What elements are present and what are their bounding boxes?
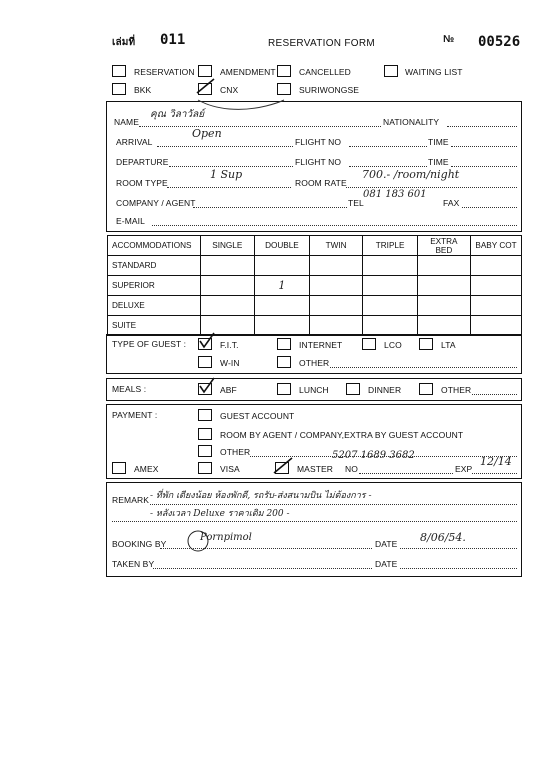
taken-date-label: DATE (375, 559, 398, 569)
room-type-label: ROOM TYPE (116, 178, 168, 188)
lco-checkbox[interactable] (362, 338, 376, 350)
cell[interactable] (417, 296, 470, 316)
reservation-checkbox[interactable] (112, 65, 126, 77)
company-label: COMPANY / AGENT (116, 198, 196, 208)
cell[interactable] (200, 276, 254, 296)
booking-date-label: DATE (375, 539, 398, 549)
meals-other-checkbox[interactable] (419, 383, 433, 395)
departure-flight-line (349, 166, 427, 167)
cnx-label: CNX (220, 85, 239, 95)
nationality-label: NATIONALITY (383, 117, 440, 127)
card-no-label: NO (345, 464, 358, 474)
bkk-label: BKK (134, 85, 152, 95)
room-rate-line (346, 187, 517, 188)
form-number: 00526 (478, 34, 521, 50)
header-extra-bed: EXTRA BED (417, 236, 470, 256)
cell[interactable] (363, 256, 417, 276)
guest-account-label: GUEST ACCOUNT (220, 411, 295, 421)
table-row (108, 316, 522, 336)
remark-line-1 (150, 504, 517, 505)
row-label-deluxe: DELUXE (108, 296, 201, 316)
header-double: DOUBLE (255, 236, 310, 256)
master-label: MASTER (297, 464, 334, 474)
guest-type-other-label: OTHER (299, 358, 330, 368)
exp-label: EXP (455, 464, 473, 474)
lco-label: LCO (384, 340, 402, 350)
booking-date-line (400, 548, 517, 549)
room-by-agent-checkbox[interactable] (198, 428, 212, 440)
walk-in-checkbox[interactable] (198, 356, 212, 368)
cell[interactable] (309, 296, 363, 316)
arrival-time-line (451, 146, 517, 147)
name-line (139, 126, 381, 127)
taken-date-line (400, 568, 517, 569)
row-label-standard: STANDARD (108, 256, 201, 276)
lta-checkbox[interactable] (419, 338, 433, 350)
fit-check-mark (198, 332, 216, 350)
booking-by-value[interactable]: Pornpimol (200, 532, 252, 543)
cell[interactable] (200, 296, 254, 316)
cell[interactable] (255, 316, 310, 336)
pen-stroke (196, 96, 286, 118)
reservation-label: RESERVATION (134, 67, 195, 77)
cell[interactable] (309, 276, 363, 296)
accommodations-table (107, 235, 522, 336)
cell[interactable] (417, 276, 470, 296)
cell[interactable] (471, 316, 522, 336)
nationality-line (447, 126, 517, 127)
table-row (108, 256, 522, 276)
amex-checkbox[interactable] (112, 462, 126, 474)
remark-label: REMARK (112, 495, 149, 505)
departure-time-label: TIME (428, 157, 449, 167)
amex-label: AMEX (134, 464, 159, 474)
remark-line-1-value[interactable]: - ที่พัก เตียงน้อย ห้องพักดี, รถรับ-ส่งสนามบิน ไม่ต้องการ - (150, 491, 372, 501)
arrival-time-label: TIME (428, 137, 449, 147)
internet-checkbox[interactable] (277, 338, 291, 350)
waiting-list-checkbox[interactable] (384, 65, 398, 77)
company-line (193, 207, 347, 208)
cell[interactable] (363, 316, 417, 336)
dinner-checkbox[interactable] (346, 383, 360, 395)
room-by-agent-label: ROOM BY AGENT / COMPANY,EXTRA BY GUEST ACCOUNT (220, 430, 464, 440)
email-line (152, 225, 517, 226)
payment-other-checkbox[interactable] (198, 445, 212, 457)
taken-by-label: TAKEN BY (112, 559, 155, 569)
meals-label: MEALS : (112, 384, 147, 394)
cell[interactable] (309, 256, 363, 276)
cancelled-checkbox[interactable] (277, 65, 291, 77)
departure-flight-label: FLIGHT NO (295, 157, 342, 167)
book-label: เล่มที่ (112, 37, 136, 48)
amendment-label: AMENDMENT (220, 67, 276, 77)
exp-line (472, 473, 517, 474)
departure-label: DEPARTURE (116, 157, 169, 167)
book-number: 011 (160, 32, 186, 48)
cell[interactable] (363, 296, 417, 316)
cell[interactable] (471, 296, 522, 316)
amendment-checkbox[interactable] (198, 65, 212, 77)
header-baby-cot: BABY COT (471, 236, 522, 256)
form-title: RESERVATION FORM (268, 38, 376, 49)
header-twin: TWIN (309, 236, 363, 256)
guest-type-label: TYPE OF GUEST : (112, 339, 187, 349)
arrival-line (157, 146, 293, 147)
visa-label: VISA (220, 464, 240, 474)
arrival-flight-label: FLIGHT NO (295, 137, 342, 147)
payment-label: PAYMENT : (112, 410, 158, 420)
cell[interactable] (200, 256, 254, 276)
taken-by-line (153, 568, 372, 569)
cell[interactable] (417, 256, 470, 276)
visa-checkbox[interactable] (198, 462, 212, 474)
room-type-line (167, 187, 291, 188)
meals-other-line (472, 394, 517, 395)
fax-line (462, 207, 517, 208)
remark-line-2-value[interactable]: - หลังเวลา Deluxe ราคาเดิม 200 - (150, 509, 290, 519)
booking-date-value[interactable]: 8/06/54. (420, 531, 466, 544)
card-no-line (359, 473, 453, 474)
arrival-label: ARRIVAL (116, 137, 153, 147)
accommodations-header-row (108, 236, 522, 256)
name-label: NAME (114, 117, 139, 127)
bkk-checkbox[interactable] (112, 83, 126, 95)
departure-line (169, 166, 293, 167)
cell[interactable] (471, 256, 522, 276)
cell[interactable] (363, 276, 417, 296)
room-type-value[interactable]: 1 Sup (210, 168, 243, 181)
guest-account-checkbox[interactable] (198, 409, 212, 421)
suriwongse-label: SURIWONGSE (299, 85, 360, 95)
tel-label: TEL (348, 198, 364, 208)
guest-type-other-checkbox[interactable] (277, 356, 291, 368)
exp-value[interactable]: 12/14 (480, 455, 512, 468)
cancelled-label: CANCELLED (299, 67, 351, 77)
table-row (108, 296, 522, 316)
dinner-label: DINNER (368, 385, 402, 395)
abf-check-mark (198, 377, 216, 395)
departure-time-line (451, 166, 517, 167)
cell[interactable] (471, 276, 522, 296)
cell[interactable] (309, 316, 363, 336)
booking-by-label: BOOKING BY (112, 539, 167, 549)
lunch-label: LUNCH (299, 385, 329, 395)
cell[interactable] (255, 296, 310, 316)
fit-label: F.I.T. (220, 340, 239, 350)
row-label-superior: SUPERIOR (108, 276, 201, 296)
master-check-mark (271, 456, 295, 476)
row-label-suite: SUITE (108, 316, 201, 336)
suriwongse-checkbox[interactable] (277, 83, 291, 95)
remark-line-2 (112, 521, 517, 522)
fax-label: FAX (443, 198, 460, 208)
superior-double-value[interactable]: 1 (255, 276, 310, 296)
abf-label: ABF (220, 385, 237, 395)
cnx-check-mark (194, 77, 218, 97)
table-row (108, 276, 522, 296)
email-label: E-MAIL (116, 216, 145, 226)
arrival-flight-line (349, 146, 427, 147)
room-rate-value[interactable]: 700.- /room/night (362, 168, 460, 181)
cell[interactable] (255, 256, 310, 276)
guest-type-other-line (330, 367, 517, 368)
name-value[interactable]: คุณ วิลาวัลย์ (150, 109, 205, 120)
lunch-checkbox[interactable] (277, 383, 291, 395)
header-single: SINGLE (200, 236, 254, 256)
internet-label: INTERNET (299, 340, 343, 350)
walk-in-label: W-IN (220, 358, 240, 368)
room-rate-label: ROOM RATE (295, 178, 347, 188)
header-triple: TRIPLE (363, 236, 417, 256)
number-sign: № (443, 34, 455, 45)
waiting-list-label: WAITING LIST (405, 67, 463, 77)
meals-other-label: OTHER (441, 385, 472, 395)
arrival-value[interactable]: Open (192, 127, 222, 140)
cell[interactable] (417, 316, 470, 336)
card-number-value[interactable]: 5207 1689 3682 (332, 450, 415, 461)
tel-value[interactable]: 081 183 601 (363, 189, 427, 200)
payment-other-label: OTHER (220, 447, 251, 457)
header-accommodations: ACCOMMODATIONS (108, 236, 201, 256)
lta-label: LTA (441, 340, 456, 350)
